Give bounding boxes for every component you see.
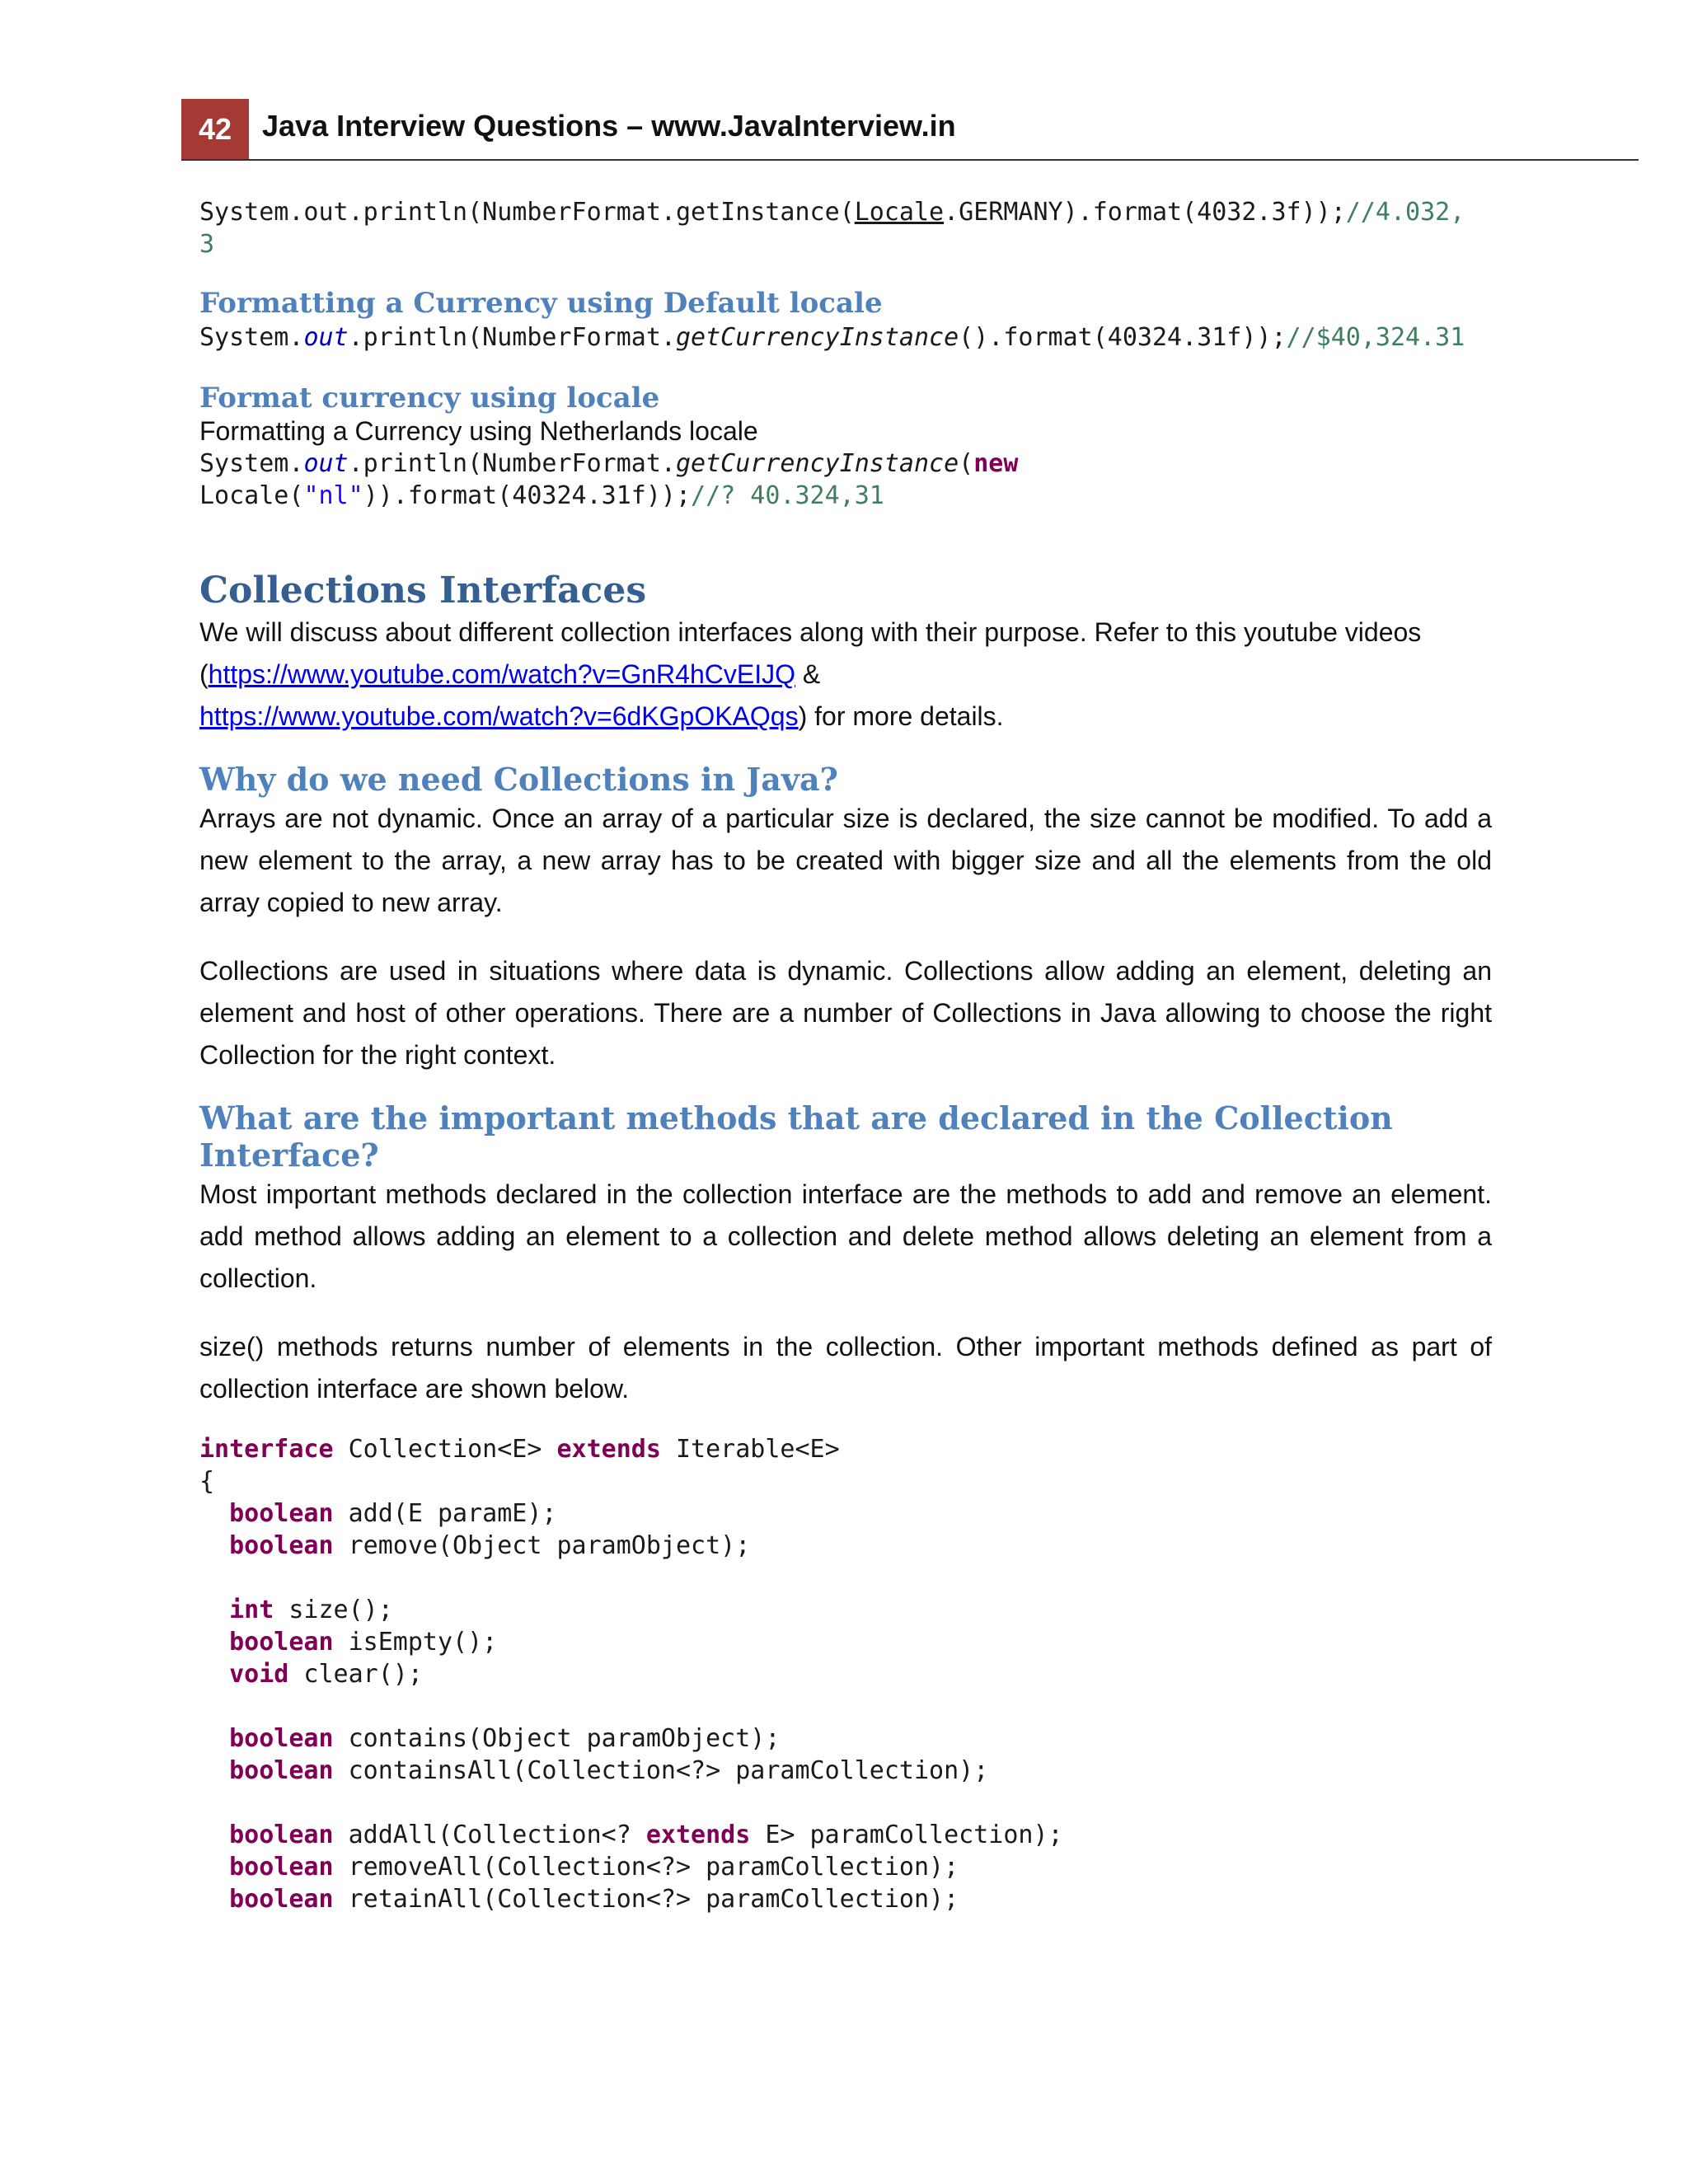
code-method: getCurrencyInstance <box>675 323 959 352</box>
code-comment: //? 40.324,31 <box>691 481 884 510</box>
code-text: isEmpty(); <box>333 1628 498 1657</box>
code-keyword: boolean <box>229 1531 334 1560</box>
code-keyword: new <box>973 449 1019 478</box>
code-keyword: boolean <box>229 1628 334 1657</box>
code-text: size(); <box>274 1596 393 1624</box>
methods-paragraph-2: size() methods returns number of elements in the collection. Other important methods defined as part of collection interface are shown below. <box>199 1332 1492 1404</box>
code-text: ( <box>959 449 974 478</box>
why-paragraph-2: Collections are used in situations where data is dynamic. Collections allow adding an element, deleting an element and host of other operations. There are a number of Collections in Java allowing to choose the right Collection for the right context. <box>199 956 1492 1070</box>
code-text: .println(NumberFormat. <box>348 449 676 478</box>
code-comment: //$40,324.31 <box>1286 323 1465 352</box>
page-content <box>199 190 1492 1915</box>
methods-paragraph-1: Most important methods declared in the collection interface are the methods to add and remove an element. add method allows adding an element to a collection and delete method allows deleting an element from a collection. <box>199 1179 1492 1293</box>
code-text: .println(NumberFormat. <box>348 323 676 352</box>
code-keyword: boolean <box>229 1756 334 1785</box>
header-rule <box>181 159 1639 161</box>
code-text: containsAll(Collection<?> paramCollection); <box>333 1756 989 1785</box>
code-text: System. <box>199 323 304 352</box>
youtube-link-1[interactable]: https://www.youtube.com/watch?v=GnR4hCvEIJQ <box>208 659 795 689</box>
code-keyword: extends <box>645 1821 751 1849</box>
code-text: ().format(40324.31f)); <box>959 323 1287 352</box>
code-method: getCurrencyInstance <box>675 449 959 478</box>
code-text: { <box>199 1467 215 1496</box>
code-text: E> paramCollection); <box>750 1821 1063 1849</box>
locale-currency-description: Formatting a Currency using Netherlands locale <box>199 416 758 446</box>
code-text: Collection<E> <box>333 1435 557 1464</box>
code-comment: 3 <box>199 230 215 259</box>
code-text: System. <box>199 449 304 478</box>
code-string: "nl" <box>303 481 363 510</box>
code-keyword: boolean <box>229 1853 334 1882</box>
code-text: clear(); <box>288 1660 423 1689</box>
running-header-title: Java Interview Questions – www.JavaInterview.in <box>262 109 956 143</box>
heading-important-methods: What are the important methods that are declared in the Collection Interface? <box>199 1099 1393 1174</box>
code-keyword: boolean <box>229 1885 334 1914</box>
youtube-link-2[interactable]: https://www.youtube.com/watch?v=6dKGpOKAQqs <box>199 701 799 731</box>
heading-why-collections: Why do we need Collections in Java? <box>199 761 838 798</box>
collections-intro-paragraph <box>199 612 1492 738</box>
code-default-currency <box>199 321 1492 354</box>
heading-default-currency: Formatting a Currency using Default locale <box>199 287 883 320</box>
why-paragraph-1: Arrays are not dynamic. Once an array of a particular size is declared, the size cannot be modified. To add a new element to the array, a new array has to be created with bigger size and all the elements from the old array copied to new array. <box>199 804 1492 917</box>
page-number: 42 <box>198 112 232 146</box>
heading-collections-interfaces: Collections Interfaces <box>199 569 647 612</box>
code-keyword: boolean <box>229 1821 334 1849</box>
code-text: Locale <box>854 198 945 227</box>
code-text: removeAll(Collection<?> paramCollection); <box>333 1853 959 1882</box>
heading-locale-currency: Format currency using locale <box>199 382 660 415</box>
code-keyword: boolean <box>229 1499 334 1528</box>
code-comment: //4.032, <box>1345 198 1465 227</box>
code-locale-currency <box>199 448 1492 512</box>
paragraph-text: ) for more details. <box>798 701 1004 731</box>
code-text: remove(Object paramObject); <box>333 1531 751 1560</box>
page-number-badge <box>181 99 249 160</box>
code-text: add(E paramE); <box>333 1499 557 1528</box>
code-text: Locale( <box>199 481 304 510</box>
code-keyword: boolean <box>229 1724 334 1753</box>
code-text: contains(Object paramObject); <box>333 1724 781 1753</box>
code-germany-format <box>199 196 1492 260</box>
code-field: out <box>303 449 349 478</box>
paragraph-text: We will discuss about different collection interfaces along with their purpose. Refer to this youtube videos ( <box>199 617 1422 689</box>
code-keyword: void <box>229 1660 289 1689</box>
code-text: .GERMANY).format(4032.3f)); <box>944 198 1346 227</box>
code-text: )).format(40324.31f)); <box>363 481 692 510</box>
code-keyword: int <box>229 1596 274 1624</box>
paragraph-text: & <box>795 659 821 689</box>
code-keyword: interface <box>199 1435 334 1464</box>
code-text: addAll(Collection<? <box>333 1821 646 1849</box>
code-collection-interface <box>199 1433 1492 1915</box>
code-text: System.out.println(NumberFormat.getInstance( <box>199 198 855 227</box>
code-keyword: extends <box>556 1435 661 1464</box>
code-field: out <box>303 323 349 352</box>
code-text: Iterable<E> <box>660 1435 840 1464</box>
code-text: retainAll(Collection<?> paramCollection); <box>333 1885 959 1914</box>
